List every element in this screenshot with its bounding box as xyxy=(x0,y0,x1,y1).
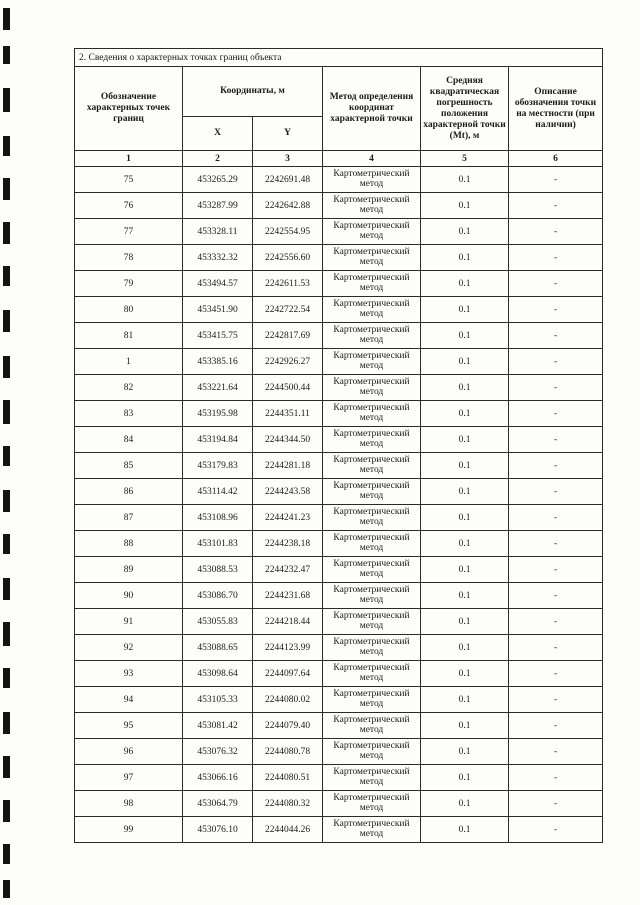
point-cell: 83 xyxy=(75,401,183,427)
error-cell: 0.1 xyxy=(421,219,509,245)
column-number-row xyxy=(75,151,603,167)
description-cell: - xyxy=(509,193,603,219)
error-cell: 0.1 xyxy=(421,609,509,635)
method-line-1: Картометрический xyxy=(333,715,410,725)
y-cell: 2244243.58 xyxy=(253,479,323,505)
method-line-1: Картометрический xyxy=(333,689,410,699)
y-cell: 2244281.18 xyxy=(253,453,323,479)
y-cell: 2244123.99 xyxy=(253,635,323,661)
method-line-1: Картометрический xyxy=(333,559,410,569)
header-y: Y xyxy=(253,117,323,151)
table-row xyxy=(75,765,603,791)
y-cell: 2244241.23 xyxy=(253,505,323,531)
point-cell: 93 xyxy=(75,661,183,687)
binder-mark xyxy=(3,136,10,156)
method-line-1: Картометрический xyxy=(333,351,410,361)
method-line-2: метод xyxy=(359,438,384,449)
point-cell: 89 xyxy=(75,557,183,583)
method-line-2: метод xyxy=(359,542,384,553)
y-cell: 2244238.18 xyxy=(253,531,323,557)
binder-mark xyxy=(3,668,10,688)
x-cell: 453451.90 xyxy=(183,297,253,323)
boundary-points-table xyxy=(74,48,603,843)
description-cell: - xyxy=(509,349,603,375)
column-number: 5 xyxy=(421,151,509,167)
header-point: Обозначение характерных точек границ xyxy=(75,67,183,151)
table-row xyxy=(75,739,603,765)
error-cell: 0.1 xyxy=(421,453,509,479)
error-cell: 0.1 xyxy=(421,687,509,713)
method-line-1: Картометрический xyxy=(333,221,410,231)
point-cell: 81 xyxy=(75,323,183,349)
binder-mark xyxy=(3,712,10,734)
method-cell xyxy=(323,817,421,843)
error-cell: 0.1 xyxy=(421,557,509,583)
description-cell: - xyxy=(509,791,603,817)
description-cell: - xyxy=(509,817,603,843)
method-line-1: Картометрический xyxy=(333,403,410,413)
description-cell: - xyxy=(509,583,603,609)
x-cell: 453081.42 xyxy=(183,713,253,739)
point-cell: 98 xyxy=(75,791,183,817)
table-row xyxy=(75,427,603,453)
method-cell xyxy=(323,739,421,765)
description-cell: - xyxy=(509,505,603,531)
method-line-2: метод xyxy=(359,386,384,397)
y-cell: 2244351.11 xyxy=(253,401,323,427)
error-cell: 0.1 xyxy=(421,531,509,557)
x-cell: 453088.53 xyxy=(183,557,253,583)
x-cell: 453076.32 xyxy=(183,739,253,765)
error-cell: 0.1 xyxy=(421,297,509,323)
x-cell: 453098.64 xyxy=(183,661,253,687)
table-row xyxy=(75,219,603,245)
method-line-2: метод xyxy=(359,568,384,579)
table-row xyxy=(75,661,603,687)
header-description: Описание обозначения точки на местности (при наличии) xyxy=(509,67,603,151)
column-number: 6 xyxy=(509,151,603,167)
method-cell xyxy=(323,401,421,427)
method-line-1: Картометрический xyxy=(333,767,410,777)
error-cell: 0.1 xyxy=(421,817,509,843)
description-cell: - xyxy=(509,557,603,583)
y-cell: 2242642.88 xyxy=(253,193,323,219)
method-cell xyxy=(323,661,421,687)
description-cell: - xyxy=(509,245,603,271)
method-line-1: Картометрический xyxy=(333,663,410,673)
method-line-2: метод xyxy=(359,490,384,501)
binder-mark xyxy=(3,178,10,200)
method-line-1: Картометрический xyxy=(333,507,410,517)
error-cell: 0.1 xyxy=(421,323,509,349)
method-cell xyxy=(323,687,421,713)
description-cell: - xyxy=(509,739,603,765)
x-cell: 453064.79 xyxy=(183,791,253,817)
method-line-2: метод xyxy=(359,464,384,475)
method-line-1: Картометрический xyxy=(333,481,410,491)
x-cell: 453105.33 xyxy=(183,687,253,713)
error-cell: 0.1 xyxy=(421,427,509,453)
x-cell: 453086.70 xyxy=(183,583,253,609)
point-cell: 1 xyxy=(75,349,183,375)
x-cell: 453179.83 xyxy=(183,453,253,479)
error-cell: 0.1 xyxy=(421,661,509,687)
point-cell: 91 xyxy=(75,609,183,635)
method-cell xyxy=(323,219,421,245)
y-cell: 2242691.48 xyxy=(253,167,323,193)
binder-mark xyxy=(3,622,10,646)
description-cell: - xyxy=(509,661,603,687)
method-line-2: метод xyxy=(359,802,384,813)
error-cell: 0.1 xyxy=(421,271,509,297)
description-cell: - xyxy=(509,687,603,713)
table-row xyxy=(75,193,603,219)
point-cell: 75 xyxy=(75,167,183,193)
table-row xyxy=(75,349,603,375)
description-cell: - xyxy=(509,713,603,739)
description-cell: - xyxy=(509,453,603,479)
method-cell xyxy=(323,583,421,609)
point-cell: 97 xyxy=(75,765,183,791)
x-cell: 453101.83 xyxy=(183,531,253,557)
point-cell: 78 xyxy=(75,245,183,271)
point-cell: 88 xyxy=(75,531,183,557)
method-cell xyxy=(323,427,421,453)
y-cell: 2242817.69 xyxy=(253,323,323,349)
binder-mark xyxy=(3,356,10,378)
binder-mark xyxy=(3,800,10,822)
y-cell: 2244080.51 xyxy=(253,765,323,791)
point-cell: 95 xyxy=(75,713,183,739)
table-row xyxy=(75,505,603,531)
description-cell: - xyxy=(509,531,603,557)
description-cell: - xyxy=(509,635,603,661)
y-cell: 2242926.27 xyxy=(253,349,323,375)
method-line-1: Картометрический xyxy=(333,585,410,595)
table-row xyxy=(75,401,603,427)
x-cell: 453088.65 xyxy=(183,635,253,661)
x-cell: 453265.29 xyxy=(183,167,253,193)
method-cell xyxy=(323,349,421,375)
method-line-2: метод xyxy=(359,256,384,267)
column-number: 3 xyxy=(253,151,323,167)
table-row xyxy=(75,557,603,583)
binder-mark xyxy=(3,880,10,898)
method-line-2: метод xyxy=(359,516,384,527)
method-line-1: Картометрический xyxy=(333,273,410,283)
method-cell xyxy=(323,479,421,505)
description-cell: - xyxy=(509,765,603,791)
description-cell: - xyxy=(509,167,603,193)
table-row xyxy=(75,531,603,557)
point-cell: 85 xyxy=(75,453,183,479)
point-cell: 76 xyxy=(75,193,183,219)
header-row-1 xyxy=(75,67,603,117)
method-cell xyxy=(323,193,421,219)
method-cell xyxy=(323,323,421,349)
y-cell: 2244080.32 xyxy=(253,791,323,817)
method-cell xyxy=(323,765,421,791)
point-cell: 79 xyxy=(75,271,183,297)
error-cell: 0.1 xyxy=(421,375,509,401)
column-number: 2 xyxy=(183,151,253,167)
error-cell: 0.1 xyxy=(421,167,509,193)
y-cell: 2244080.02 xyxy=(253,687,323,713)
method-cell xyxy=(323,713,421,739)
error-cell: 0.1 xyxy=(421,583,509,609)
point-cell: 99 xyxy=(75,817,183,843)
header-coordinates: Координаты, м xyxy=(183,67,323,117)
table-row xyxy=(75,453,603,479)
method-line-1: Картометрический xyxy=(333,325,410,335)
y-cell: 2244344.50 xyxy=(253,427,323,453)
y-cell: 2244079.40 xyxy=(253,713,323,739)
method-line-2: метод xyxy=(359,828,384,839)
binder-mark xyxy=(3,534,10,554)
table-row xyxy=(75,609,603,635)
description-cell: - xyxy=(509,375,603,401)
error-cell: 0.1 xyxy=(421,713,509,739)
method-line-2: метод xyxy=(359,178,384,189)
description-cell: - xyxy=(509,297,603,323)
method-line-1: Картометрический xyxy=(333,429,410,439)
description-cell: - xyxy=(509,401,603,427)
error-cell: 0.1 xyxy=(421,245,509,271)
column-number: 4 xyxy=(323,151,421,167)
table-row xyxy=(75,687,603,713)
table-row xyxy=(75,271,603,297)
table-row xyxy=(75,479,603,505)
description-cell: - xyxy=(509,219,603,245)
x-cell: 453195.98 xyxy=(183,401,253,427)
table-row xyxy=(75,635,603,661)
method-cell xyxy=(323,271,421,297)
header-method: Метод определения координат характерной точки xyxy=(323,67,421,151)
method-line-2: метод xyxy=(359,230,384,241)
binder-mark xyxy=(3,266,10,286)
y-cell: 2244232.47 xyxy=(253,557,323,583)
table-body xyxy=(75,167,603,843)
y-cell: 2244044.26 xyxy=(253,817,323,843)
error-cell: 0.1 xyxy=(421,193,509,219)
error-cell: 0.1 xyxy=(421,635,509,661)
method-line-1: Картометрический xyxy=(333,793,410,803)
x-cell: 453066.16 xyxy=(183,765,253,791)
y-cell: 2242556.60 xyxy=(253,245,323,271)
method-line-1: Картометрический xyxy=(333,299,410,309)
binder-mark xyxy=(3,222,10,244)
error-cell: 0.1 xyxy=(421,479,509,505)
method-line-1: Картометрический xyxy=(333,247,410,257)
y-cell: 2242554.95 xyxy=(253,219,323,245)
method-line-2: метод xyxy=(359,776,384,787)
method-cell xyxy=(323,791,421,817)
method-line-1: Картометрический xyxy=(333,533,410,543)
table-row xyxy=(75,375,603,401)
method-line-2: метод xyxy=(359,620,384,631)
method-line-2: метод xyxy=(359,724,384,735)
binder-mark xyxy=(3,8,10,30)
method-line-1: Картометрический xyxy=(333,637,410,647)
method-line-1: Картометрический xyxy=(333,611,410,621)
x-cell: 453328.11 xyxy=(183,219,253,245)
header-x: X xyxy=(183,117,253,151)
y-cell: 2244218.44 xyxy=(253,609,323,635)
table-row xyxy=(75,791,603,817)
method-line-2: метод xyxy=(359,750,384,761)
method-line-2: метод xyxy=(359,412,384,423)
point-cell: 96 xyxy=(75,739,183,765)
method-line-1: Картометрический xyxy=(333,819,410,829)
boundary-points-table-wrap xyxy=(74,48,602,843)
y-cell: 2242722.54 xyxy=(253,297,323,323)
y-cell: 2242611.53 xyxy=(253,271,323,297)
x-cell: 453076.10 xyxy=(183,817,253,843)
point-cell: 80 xyxy=(75,297,183,323)
error-cell: 0.1 xyxy=(421,349,509,375)
description-cell: - xyxy=(509,479,603,505)
x-cell: 453114.42 xyxy=(183,479,253,505)
method-line-1: Картометрический xyxy=(333,169,410,179)
y-cell: 2244500.44 xyxy=(253,375,323,401)
point-cell: 86 xyxy=(75,479,183,505)
x-cell: 453494.57 xyxy=(183,271,253,297)
binder-mark xyxy=(3,578,10,600)
binder-mark xyxy=(3,844,10,864)
point-cell: 77 xyxy=(75,219,183,245)
method-cell xyxy=(323,609,421,635)
x-cell: 453055.83 xyxy=(183,609,253,635)
point-cell: 87 xyxy=(75,505,183,531)
point-cell: 84 xyxy=(75,427,183,453)
method-cell xyxy=(323,635,421,661)
binder-mark xyxy=(3,46,10,64)
table-row xyxy=(75,297,603,323)
method-line-1: Картометрический xyxy=(333,377,410,387)
method-cell xyxy=(323,297,421,323)
point-cell: 90 xyxy=(75,583,183,609)
table-row xyxy=(75,167,603,193)
method-cell xyxy=(323,453,421,479)
description-cell: - xyxy=(509,271,603,297)
method-cell xyxy=(323,505,421,531)
error-cell: 0.1 xyxy=(421,739,509,765)
method-line-2: метод xyxy=(359,282,384,293)
x-cell: 453385.16 xyxy=(183,349,253,375)
method-cell xyxy=(323,531,421,557)
method-line-2: метод xyxy=(359,360,384,371)
method-line-1: Картометрический xyxy=(333,195,410,205)
column-number: 1 xyxy=(75,151,183,167)
x-cell: 453332.32 xyxy=(183,245,253,271)
point-cell: 92 xyxy=(75,635,183,661)
section-title-row xyxy=(75,49,603,67)
table-row xyxy=(75,817,603,843)
x-cell: 453287.99 xyxy=(183,193,253,219)
method-line-1: Картометрический xyxy=(333,455,410,465)
point-cell: 94 xyxy=(75,687,183,713)
binder-mark xyxy=(3,88,10,112)
error-cell: 0.1 xyxy=(421,505,509,531)
x-cell: 453221.64 xyxy=(183,375,253,401)
table-row xyxy=(75,245,603,271)
method-cell xyxy=(323,375,421,401)
table-row xyxy=(75,713,603,739)
x-cell: 453194.84 xyxy=(183,427,253,453)
binder-mark xyxy=(3,446,10,466)
method-line-2: метод xyxy=(359,698,384,709)
table-row xyxy=(75,323,603,349)
method-line-2: метод xyxy=(359,672,384,683)
method-line-2: метод xyxy=(359,646,384,657)
method-line-2: метод xyxy=(359,334,384,345)
point-cell: 82 xyxy=(75,375,183,401)
table-row xyxy=(75,583,603,609)
binder-mark xyxy=(3,400,10,424)
method-line-2: метод xyxy=(359,204,384,215)
method-line-2: метод xyxy=(359,308,384,319)
header-error: Средняя квадратическая погрешность положения характерной точки (Mt), м xyxy=(421,67,509,151)
method-line-2: метод xyxy=(359,594,384,605)
method-cell xyxy=(323,557,421,583)
method-line-1: Картометрический xyxy=(333,741,410,751)
binder-mark xyxy=(3,490,10,512)
binder-mark xyxy=(3,756,10,778)
description-cell: - xyxy=(509,609,603,635)
x-cell: 453415.75 xyxy=(183,323,253,349)
x-cell: 453108.96 xyxy=(183,505,253,531)
error-cell: 0.1 xyxy=(421,401,509,427)
error-cell: 0.1 xyxy=(421,765,509,791)
error-cell: 0.1 xyxy=(421,791,509,817)
y-cell: 2244080.78 xyxy=(253,739,323,765)
binder-mark xyxy=(3,310,10,332)
method-cell xyxy=(323,167,421,193)
description-cell: - xyxy=(509,427,603,453)
method-cell xyxy=(323,245,421,271)
section-title: 2. Сведения о характерных точках границ объекта xyxy=(75,49,603,67)
y-cell: 2244231.68 xyxy=(253,583,323,609)
description-cell: - xyxy=(509,323,603,349)
y-cell: 2244097.64 xyxy=(253,661,323,687)
